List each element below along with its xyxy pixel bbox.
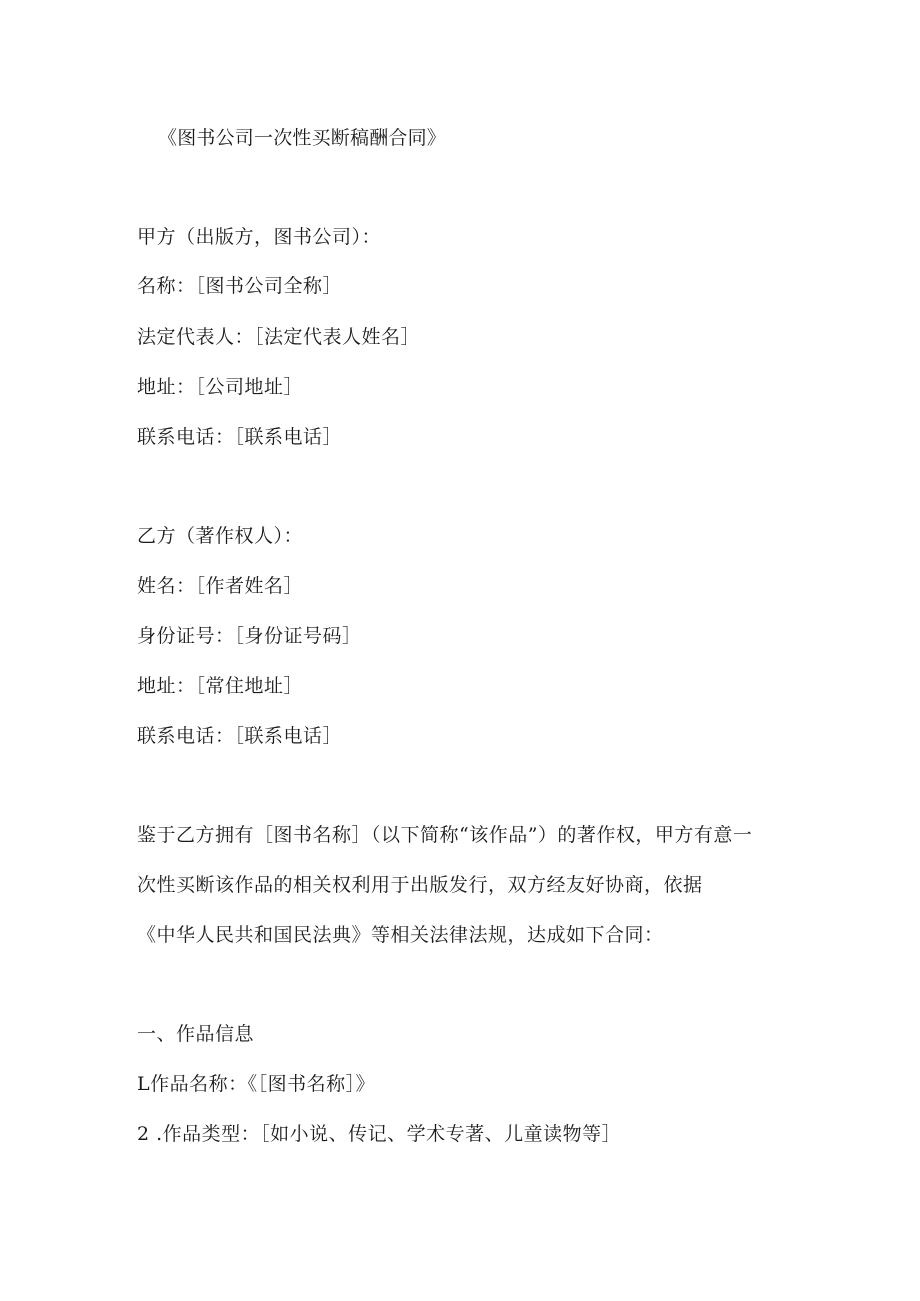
preamble-line: 鉴于乙方拥有［图书名称］（以下简称“该作品”）的著作权，甲方有意一 [137, 824, 753, 846]
party-b-address: 地址：［常住地址］ [137, 675, 304, 697]
document-title: 《图书公司一次性买断稿酬合同》 [158, 127, 447, 149]
section-heading: 一、作品信息 [137, 1023, 255, 1045]
preamble-line: 次性买断该作品的相关权利用于出版发行，双方经友好协商，依据 [137, 874, 703, 896]
party-b-id-number: 身份证号：［身份证号码］ [137, 625, 362, 647]
party-a-address: 地址：［公司地址］ [137, 376, 304, 398]
section-item: 2 .作品类型：［如小说、传记、学术专著、儿童读物等］ [137, 1123, 622, 1145]
preamble-line: 《中华人民共和国民法典》等相关法律法规，达成如下合同： [137, 924, 664, 946]
party-a-phone: 联系电话：［联系电话］ [137, 426, 343, 448]
party-a-name: 名称：［图书公司全称］ [137, 275, 343, 297]
section-item: L作品名称：《［图书名称］》 [137, 1073, 376, 1095]
party-a-heading: 甲方（出版方，图书公司）： [137, 226, 382, 248]
party-b-name: 姓名：［作者姓名］ [137, 575, 304, 597]
party-b-phone: 联系电话：［联系电话］ [137, 725, 343, 747]
party-a-representative: 法定代表人：［法定代表人姓名］ [137, 326, 421, 348]
party-b-heading: 乙方（著作权人）： [137, 525, 304, 547]
